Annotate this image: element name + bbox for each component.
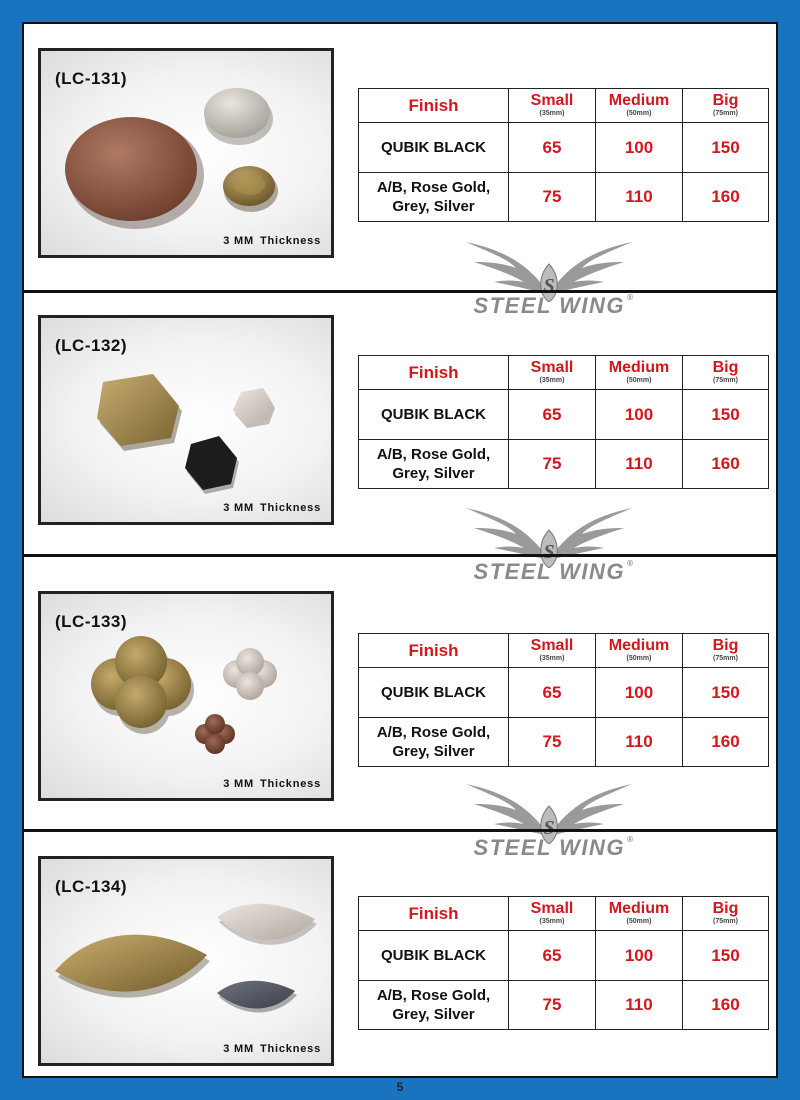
price-small: 75 <box>509 981 596 1030</box>
price-big: 160 <box>683 981 769 1030</box>
price-table <box>358 633 769 767</box>
price-medium: 100 <box>596 390 683 440</box>
price-medium: 100 <box>596 668 683 718</box>
thickness-label: 3 MM Thickness <box>223 1043 321 1055</box>
table-row <box>359 123 769 173</box>
page-number: 5 <box>396 1080 404 1094</box>
price-small: 65 <box>509 668 596 718</box>
header-medium: Medium (50mm) <box>596 356 683 390</box>
header-medium: Medium (50mm) <box>596 897 683 931</box>
table-row <box>359 390 769 440</box>
product-photo <box>38 48 334 258</box>
clover-knob-image <box>41 594 331 798</box>
price-medium: 110 <box>596 440 683 489</box>
leaf-knob-image <box>41 859 331 1063</box>
price-big: 150 <box>683 668 769 718</box>
product-photo <box>38 315 334 525</box>
price-medium: 110 <box>596 173 683 222</box>
header-finish: Finish <box>359 897 509 931</box>
product-code: (LC-134) <box>55 877 128 896</box>
brand-name: STEEL WING ® <box>473 293 635 318</box>
header-finish: Finish <box>359 89 509 123</box>
header-medium: Medium (50mm) <box>596 634 683 668</box>
price-big: 160 <box>683 173 769 222</box>
finish-cell: QUBIK BLACK <box>359 931 509 981</box>
price-small: 65 <box>509 123 596 173</box>
product-section-lc-132 <box>24 290 776 554</box>
product-section-lc-133 <box>24 554 776 818</box>
finish-cell: A/B, Rose Gold, Grey, Silver <box>359 718 509 767</box>
header-big: Big (75mm) <box>683 356 769 390</box>
svg-text:S: S <box>543 817 555 839</box>
price-big: 160 <box>683 718 769 767</box>
hexagon-knob-image <box>41 318 331 522</box>
thickness-label: 3 MM Thickness <box>223 502 321 514</box>
price-medium: 110 <box>596 981 683 1030</box>
header-small: Small (35mm) <box>509 356 596 390</box>
table-row <box>359 440 769 489</box>
product-photo <box>38 591 334 801</box>
header-small: Small (35mm) <box>509 634 596 668</box>
price-small: 65 <box>509 931 596 981</box>
brand-name: STEEL WING ® <box>473 835 635 860</box>
price-table <box>358 88 769 222</box>
header-finish: Finish <box>359 356 509 390</box>
product-photo <box>38 856 334 1066</box>
price-table <box>358 896 769 1030</box>
price-medium: 110 <box>596 718 683 767</box>
header-small: Small (35mm) <box>509 89 596 123</box>
finish-cell: QUBIK BLACK <box>359 123 509 173</box>
price-big: 150 <box>683 123 769 173</box>
product-code: (LC-133) <box>55 612 128 631</box>
svg-text:S: S <box>543 541 555 563</box>
finish-cell: A/B, Rose Gold, Grey, Silver <box>359 173 509 222</box>
table-row <box>359 668 769 718</box>
finish-cell: A/B, Rose Gold, Grey, Silver <box>359 981 509 1030</box>
table-row <box>359 981 769 1030</box>
price-small: 65 <box>509 390 596 440</box>
price-big: 150 <box>683 390 769 440</box>
price-table <box>358 355 769 489</box>
price-small: 75 <box>509 440 596 489</box>
svg-text:S: S <box>543 275 555 297</box>
finish-cell: QUBIK BLACK <box>359 668 509 718</box>
product-code: (LC-131) <box>55 69 128 88</box>
header-big: Big (75mm) <box>683 897 769 931</box>
header-medium: Medium (50mm) <box>596 89 683 123</box>
thickness-label: 3 MM Thickness <box>223 778 321 790</box>
table-row <box>359 718 769 767</box>
brand-name: STEEL WING ® <box>473 559 635 584</box>
header-big: Big (75mm) <box>683 89 769 123</box>
finish-cell: QUBIK BLACK <box>359 390 509 440</box>
product-section-lc-131 <box>24 24 776 288</box>
price-medium: 100 <box>596 931 683 981</box>
product-code: (LC-132) <box>55 336 128 355</box>
round-knob-image <box>41 51 331 255</box>
finish-cell: A/B, Rose Gold, Grey, Silver <box>359 440 509 489</box>
price-big: 150 <box>683 931 769 981</box>
table-row <box>359 173 769 222</box>
product-section-lc-134 <box>24 829 776 1093</box>
header-finish: Finish <box>359 634 509 668</box>
price-big: 160 <box>683 440 769 489</box>
table-row <box>359 931 769 981</box>
price-small: 75 <box>509 718 596 767</box>
catalog-page <box>22 22 778 1078</box>
header-small: Small (35mm) <box>509 897 596 931</box>
price-medium: 100 <box>596 123 683 173</box>
thickness-label: 3 MM Thickness <box>223 235 321 247</box>
header-big: Big (75mm) <box>683 634 769 668</box>
price-small: 75 <box>509 173 596 222</box>
